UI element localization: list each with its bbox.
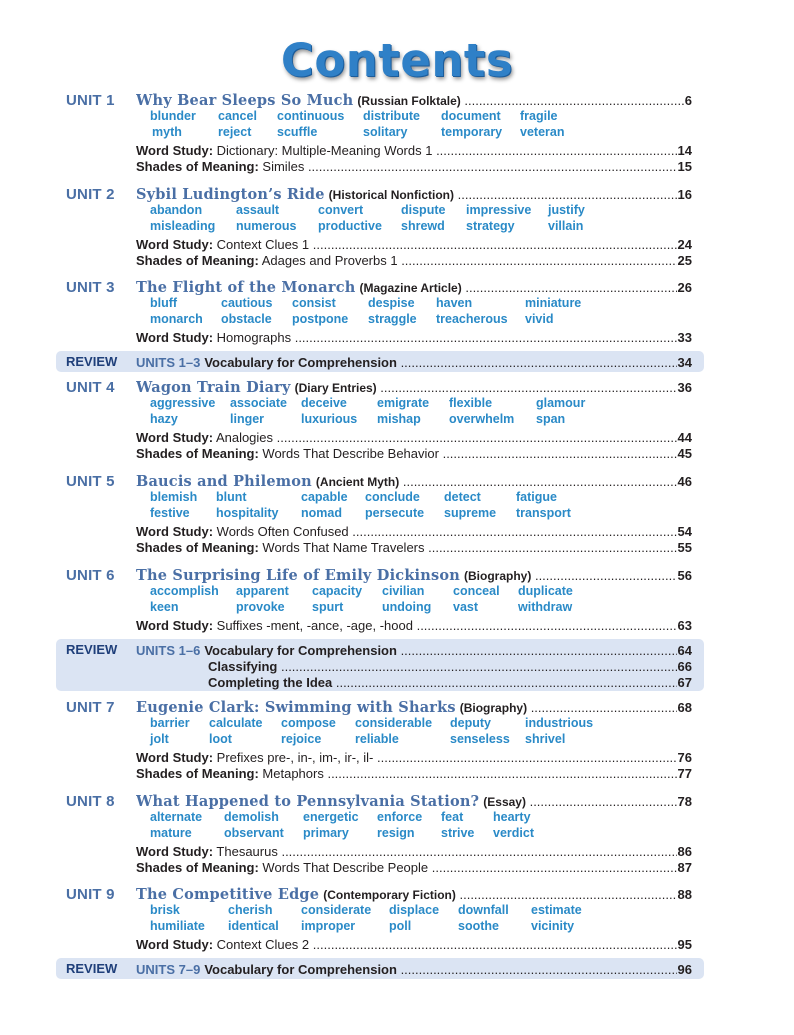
study-label: Word Study: [136, 330, 214, 345]
page-number: 77 [677, 766, 692, 781]
vocab-word: fatigue [516, 490, 557, 504]
story-title: Eugenie Clark: Swimming with Sharks [136, 699, 456, 716]
vocab-word: numerous [236, 219, 297, 233]
vocab-word: aggressive [150, 396, 216, 410]
page-number: 54 [677, 524, 692, 539]
vocab-word: detect [444, 490, 481, 504]
vocab-word: persecute [365, 506, 425, 520]
vocab-word: deputy [450, 716, 491, 730]
vocab-word: blemish [150, 490, 198, 504]
vocab-word: treacherous [436, 312, 508, 326]
review-label: REVIEW [66, 961, 118, 976]
vocab-word: scuffle [277, 125, 318, 139]
study-label: Shades of Meaning: [136, 860, 259, 875]
unit-7-title-row[interactable] [136, 699, 692, 717]
page-number: 16 [677, 187, 692, 202]
vocab-row [150, 716, 710, 732]
study-label: Shades of Meaning: [136, 446, 259, 461]
genre: (Russian Folktale) [357, 94, 461, 108]
vocab-word: barrier [150, 716, 190, 730]
story-title: The Competitive Edge [136, 886, 320, 903]
vocab-word: civilian [382, 584, 425, 598]
vocab-row [150, 203, 710, 219]
vocab-row [150, 919, 710, 935]
shades-of-meaning-row[interactable] [136, 159, 692, 177]
vocab-word: flexible [449, 396, 493, 410]
unit-9-title-row[interactable] [136, 886, 692, 904]
unit-label: UNIT 9 [66, 886, 115, 903]
page-number: 76 [677, 750, 692, 765]
page-number: 45 [677, 446, 692, 461]
vocab-row [150, 810, 710, 826]
page-number: 66 [677, 659, 692, 674]
page-number: 34 [677, 355, 692, 370]
genre: (Magazine Article) [359, 281, 462, 295]
vocab-word: duplicate [518, 584, 573, 598]
vocab-word: jolt [150, 732, 169, 746]
vocab-row [150, 296, 710, 312]
unit-6-title-row[interactable] [136, 567, 692, 585]
vocab-word: span [536, 412, 566, 426]
story-title: The Flight of the Monarch [136, 279, 356, 296]
vocab-word: withdraw [518, 600, 573, 614]
vocab-word: veteran [520, 125, 565, 139]
vocab-word: deceive [301, 396, 347, 410]
vocab-word: bluff [150, 296, 178, 310]
review-entry-title: Completing the Idea [208, 675, 333, 690]
genre: (Contemporary Fiction) [323, 888, 456, 902]
vocab-word: villain [548, 219, 584, 233]
page-number: 88 [677, 887, 692, 902]
page-number: 55 [677, 540, 692, 555]
vocab-row [150, 219, 710, 235]
vocab-row [150, 506, 710, 522]
vocab-word: cautious [221, 296, 273, 310]
review-entry-title: Vocabulary for Comprehension [204, 643, 397, 658]
study-text: Words Often Confused [216, 524, 349, 539]
vocab-word: conclude [365, 490, 420, 504]
vocab-word: festive [150, 506, 190, 520]
vocab-word: distribute [363, 109, 420, 123]
vocab-word: postpone [292, 312, 349, 326]
page-number: 14 [677, 143, 692, 158]
genre: (Ancient Myth) [315, 475, 400, 489]
page-number: 15 [677, 159, 692, 174]
vocab-word: vivid [525, 312, 554, 326]
page-number: 24 [677, 237, 692, 252]
genre: (Biography) [459, 701, 528, 715]
vocab-word: loot [209, 732, 232, 746]
vocab-word: compose [281, 716, 336, 730]
story-title: Wagon Train Diary [136, 379, 291, 396]
vocab-word: provoke [236, 600, 285, 614]
vocab-word: senseless [450, 732, 510, 746]
study-label: Word Study: [136, 844, 214, 859]
vocab-word: linger [230, 412, 265, 426]
vocab-word: transport [516, 506, 571, 520]
vocab-word: vast [453, 600, 479, 614]
genre: (Diary Entries) [294, 381, 377, 395]
vocab-word: continuous [277, 109, 345, 123]
page-number: 67 [677, 675, 692, 690]
page-title: Contents [280, 34, 514, 87]
vocab-word: alternate [150, 810, 203, 824]
vocab-word: associate [230, 396, 287, 410]
vocab-word: conceal [453, 584, 500, 598]
page-number: 33 [677, 330, 692, 345]
unit-label: UNIT 6 [66, 567, 115, 584]
study-text: Words That Describe People [262, 860, 429, 875]
vocab-word: considerable [355, 716, 433, 730]
story-title: Why Bear Sleeps So Much [136, 92, 354, 109]
page-number: 63 [677, 618, 692, 633]
study-label: Shades of Meaning: [136, 766, 259, 781]
word-study-row[interactable] [136, 330, 692, 348]
unit-2-title-row[interactable] [136, 186, 692, 204]
vocab-word: productive [318, 219, 382, 233]
review-entry-row[interactable] [136, 354, 692, 372]
vocab-word: reliable [355, 732, 399, 746]
vocab-word: capacity [312, 584, 363, 598]
unit-1-title-row[interactable] [136, 92, 692, 110]
study-label: Word Study: [136, 237, 214, 252]
study-label: Word Study: [136, 143, 214, 158]
page-number: 56 [677, 568, 692, 583]
vocab-word: estimate [531, 903, 582, 917]
vocab-word: consist [292, 296, 336, 310]
vocab-row [150, 490, 710, 506]
vocab-word: considerate [301, 903, 372, 917]
vocab-word: improper [301, 919, 356, 933]
vocab-word: shrivel [525, 732, 566, 746]
study-label: Shades of Meaning: [136, 253, 259, 268]
study-text: Analogies [215, 430, 274, 445]
study-text: Dictionary: Multiple-Meaning Words 1 [216, 143, 433, 158]
word-study-row[interactable] [136, 937, 692, 955]
vocab-word: supreme [444, 506, 497, 520]
story-title: What Happened to Pennsylvania Station? [136, 793, 480, 810]
vocab-word: brisk [150, 903, 180, 917]
vocab-row [150, 903, 710, 919]
vocab-word: emigrate [377, 396, 430, 410]
vocab-word: apparent [236, 584, 289, 598]
vocab-word: luxurious [301, 412, 358, 426]
vocab-word: downfall [458, 903, 509, 917]
review-entry-row[interactable] [136, 961, 692, 979]
shades-of-meaning-row[interactable] [136, 253, 692, 271]
page-number: 6 [684, 93, 692, 108]
word-study-row[interactable] [136, 618, 692, 636]
study-text: Words That Name Travelers [262, 540, 425, 555]
vocab-word: hazy [150, 412, 178, 426]
vocab-word: accomplish [150, 584, 219, 598]
vocab-row [150, 826, 710, 842]
unit-label: UNIT 2 [66, 186, 115, 203]
shades-of-meaning-row[interactable] [136, 860, 692, 878]
study-text: Suffixes -ment, -ance, -age, -hood [216, 618, 413, 633]
vocab-word: abandon [150, 203, 203, 217]
unit-5-title-row[interactable] [136, 473, 692, 491]
page-number: 87 [677, 860, 692, 875]
vocab-word: strive [441, 826, 475, 840]
vocab-word: resign [377, 826, 415, 840]
vocab-word: poll [389, 919, 412, 933]
study-text: Similes [262, 159, 305, 174]
unit-label: UNIT 4 [66, 379, 115, 396]
review-entry-row[interactable] [208, 674, 692, 692]
vocab-word: solitary [363, 125, 408, 139]
vocab-word: primary [303, 826, 349, 840]
vocab-word: nomad [301, 506, 342, 520]
genre: (Essay) [483, 795, 526, 809]
vocab-row [150, 600, 710, 616]
vocab-word: rejoice [281, 732, 322, 746]
vocab-word: keen [150, 600, 179, 614]
review-label: REVIEW [66, 642, 118, 657]
unit-4-title-row[interactable] [136, 379, 692, 397]
vocab-word: justify [548, 203, 585, 217]
vocab-row [150, 396, 710, 412]
vocab-word: strategy [466, 219, 515, 233]
vocab-word: miniature [525, 296, 582, 310]
vocab-word: calculate [209, 716, 263, 730]
vocab-row [150, 125, 710, 141]
study-label: Word Study: [136, 750, 214, 765]
unit-label: UNIT 3 [66, 279, 115, 296]
review-units: UNITS 1–3 [136, 355, 201, 370]
unit-label: UNIT 7 [66, 699, 115, 716]
study-text: Thesaurus [216, 844, 278, 859]
vocab-word: misleading [150, 219, 216, 233]
vocab-word: vicinity [531, 919, 575, 933]
page-number: 64 [677, 643, 692, 658]
page-number: 26 [677, 280, 692, 295]
study-label: Word Study: [136, 524, 214, 539]
vocab-word: assault [236, 203, 280, 217]
vocab-word: undoing [382, 600, 432, 614]
page-number: 78 [677, 794, 692, 809]
unit-8-title-row[interactable] [136, 793, 692, 811]
study-label: Word Study: [136, 937, 214, 952]
vocab-row [150, 109, 710, 125]
vocab-word: humiliate [150, 919, 205, 933]
shades-of-meaning-row[interactable] [136, 540, 692, 558]
shades-of-meaning-row[interactable] [136, 446, 692, 464]
vocab-word: glamour [536, 396, 586, 410]
unit-label: UNIT 1 [66, 92, 115, 109]
review-units: UNITS 1–6 [136, 643, 201, 658]
vocab-word: cherish [228, 903, 273, 917]
study-text: Words That Describe Behavior [262, 446, 439, 461]
vocab-word: overwhelm [449, 412, 515, 426]
vocab-word: mishap [377, 412, 421, 426]
study-label: Shades of Meaning: [136, 159, 259, 174]
study-text: Prefixes pre-, in-, im-, ir-, il- [216, 750, 374, 765]
story-title: Baucis and Philemon [136, 473, 312, 490]
unit-label: UNIT 5 [66, 473, 115, 490]
study-text: Homographs [216, 330, 292, 345]
vocab-word: capable [301, 490, 348, 504]
study-label: Word Study: [136, 618, 214, 633]
vocab-word: temporary [441, 125, 503, 139]
review-entry-title: Vocabulary for Comprehension [204, 962, 397, 977]
vocab-word: hospitality [216, 506, 279, 520]
vocab-row [150, 732, 710, 748]
vocab-row [150, 584, 710, 600]
vocab-word: straggle [368, 312, 417, 326]
story-title: The Surprising Life of Emily Dickinson [136, 567, 460, 584]
vocab-word: spurt [312, 600, 344, 614]
page-number: 44 [677, 430, 692, 445]
vocab-word: energetic [303, 810, 359, 824]
vocab-word: soothe [458, 919, 499, 933]
genre: (Biography) [464, 569, 532, 583]
vocab-word: monarch [150, 312, 203, 326]
shades-of-meaning-row[interactable] [136, 766, 692, 784]
review-label: REVIEW [66, 354, 118, 369]
page-number: 36 [677, 380, 692, 395]
study-text: Metaphors [262, 766, 324, 781]
page-number: 68 [677, 700, 692, 715]
vocab-word: industrious [525, 716, 594, 730]
vocab-word: myth [152, 125, 182, 139]
study-text: Adages and Proverbs 1 [261, 253, 398, 268]
vocab-word: mature [150, 826, 192, 840]
vocab-word: reject [218, 125, 252, 139]
vocab-word: feat [441, 810, 464, 824]
review-entry-title: Vocabulary for Comprehension [204, 355, 397, 370]
vocab-word: fragile [520, 109, 558, 123]
study-label: Word Study: [136, 430, 214, 445]
genre: (Historical Nonfiction) [328, 188, 455, 202]
review-entry-title: Classifying [208, 659, 278, 674]
story-title: Sybil Ludington’s Ride [136, 186, 325, 203]
vocab-word: despise [368, 296, 415, 310]
vocab-word: obstacle [221, 312, 272, 326]
page-number: 96 [677, 962, 692, 977]
vocab-row [150, 312, 710, 328]
study-label: Shades of Meaning: [136, 540, 259, 555]
vocab-word: haven [436, 296, 473, 310]
vocab-word: document [441, 109, 501, 123]
vocab-word: convert [318, 203, 364, 217]
review-units: UNITS 7–9 [136, 962, 201, 977]
unit-3-title-row[interactable] [136, 279, 692, 297]
page-number: 25 [677, 253, 692, 268]
study-text: Context Clues 2 [216, 937, 310, 952]
page-number: 95 [677, 937, 692, 952]
vocab-word: cancel [218, 109, 257, 123]
vocab-word: identical [228, 919, 279, 933]
study-text: Context Clues 1 [216, 237, 310, 252]
vocab-word: impressive [466, 203, 532, 217]
vocab-row [150, 412, 710, 428]
vocab-word: verdict [493, 826, 534, 840]
page-number: 86 [677, 844, 692, 859]
vocab-word: observant [224, 826, 284, 840]
vocab-word: demolish [224, 810, 279, 824]
vocab-word: blunt [216, 490, 247, 504]
vocab-word: displace [389, 903, 440, 917]
vocab-word: shrewd [401, 219, 445, 233]
unit-label: UNIT 8 [66, 793, 115, 810]
page-number: 46 [677, 474, 692, 489]
vocab-word: enforce [377, 810, 423, 824]
vocab-word: hearty [493, 810, 531, 824]
vocab-word: dispute [401, 203, 446, 217]
vocab-word: blunder [150, 109, 196, 123]
